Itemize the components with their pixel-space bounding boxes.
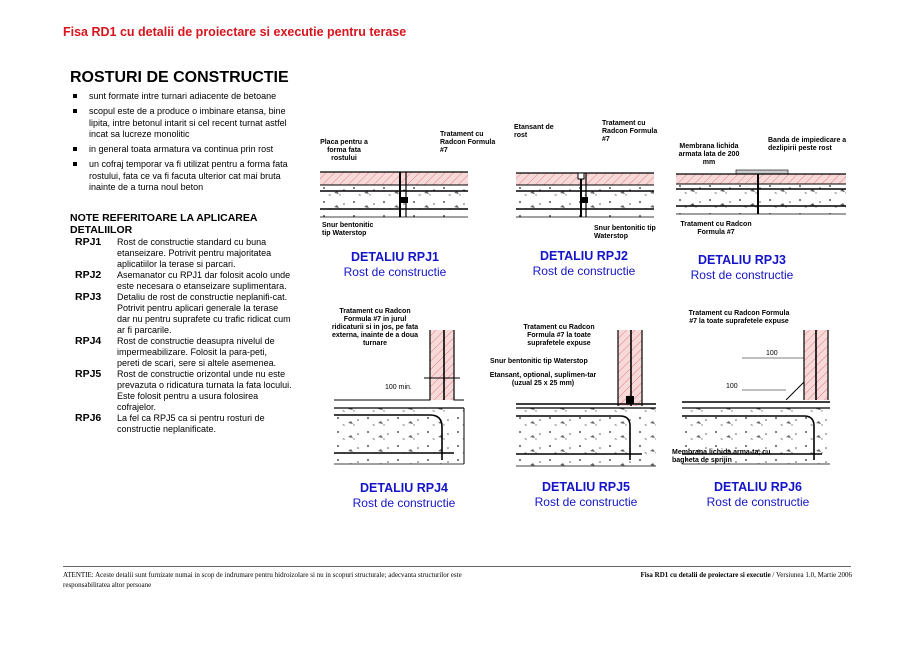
screed-layer	[320, 172, 468, 185]
note-item	[75, 292, 305, 336]
footer-version-text: / Versiunea 1.0, Martie 2006	[770, 571, 852, 579]
detail-rpj2-drawing	[516, 170, 656, 220]
note-item	[75, 270, 305, 292]
note-code: RPJ3	[75, 291, 102, 303]
detail-rpj5-drawing	[516, 330, 656, 470]
detail-rpj2-title: DETALIU RPJ2	[540, 249, 628, 263]
note-text: La fel ca RPJ5 ca si pentru rosturi de constructie neplanificate.	[117, 413, 265, 434]
document-header: Fisa RD1 cu detalii de proiectare si executie pentru terase	[63, 25, 407, 39]
rpj4-label-tratament: Tratament cu Radcon Formula #7 in jurul ridicaturii si in jos, pe fata externa, inainte de a doua turnare	[331, 308, 419, 347]
note-item	[75, 413, 305, 435]
rpj3-label-banda: Banda de impiedicare a dezlipirii peste rost	[768, 137, 847, 152]
note-text: Rost de constructie orizontal unde nu este prevazuta o ridicatura turnata la fata locului. Este folosit pentru a usura folosirea cofrajelor.	[117, 369, 292, 412]
rpj6-label-tratament: Tratament cu Radcon Formula #7 la toate suprafetele expuse	[688, 310, 790, 325]
waterstop-strip	[399, 197, 408, 203]
rpj1-label-placa: Placa pentru a forma fata rostului	[320, 139, 368, 162]
notes-title: NOTE REFERITOARE LA APLICAREA DETALIILOR	[70, 212, 258, 236]
note-code: RPJ1	[75, 236, 102, 248]
note-text: Rost de constructie standard cu buna etanseizare. Potrivit pentru majoritatea aplicatiilor la terase si parcari.	[117, 237, 272, 269]
detail-rpj1-subtitle: Rost de constructie	[343, 265, 447, 279]
note-code: RPJ4	[75, 335, 102, 347]
note-text: Detaliu de rost de constructie neplanifi-cat. Potrivit pentru aplicari generale la terase dar nu pentru suprafete cu trafic ridicat cum ar fi parcarile.	[117, 292, 291, 335]
notes-list	[75, 237, 305, 435]
note-text: Asemanator cu RPJ1 dar folosit acolo unde este necesara o etanseizare suplimentara.	[117, 270, 291, 291]
rpj3-label-membrana: Membrana lichida armata lata de 200 mm	[678, 143, 740, 166]
detail-rpj5-title: DETALIU RPJ5	[542, 480, 630, 494]
note-item	[75, 237, 305, 270]
rpj2-label-snur: Snur bentonitic tip Waterstop	[594, 225, 656, 240]
screed-layer	[676, 174, 846, 184]
detail-rpj5-subtitle: Rost de constructie	[534, 495, 638, 509]
footer-divider	[63, 566, 851, 567]
joint-sealant	[578, 173, 584, 179]
rpj3-label-tratament: Tratament cu Radcon Formula #7	[680, 221, 752, 236]
membrane-band	[736, 170, 788, 174]
section-title: ROSTURI DE CONSTRUCTIE	[70, 69, 289, 86]
rpj2-label-tratament: Tratament cu Radcon Formula #7	[602, 120, 658, 143]
bullet-item: in general toata armatura va continua prin rost	[72, 144, 304, 155]
note-item	[75, 369, 305, 413]
detail-rpj3-subtitle: Rost de constructie	[690, 268, 794, 282]
bullet-list	[72, 91, 304, 197]
detail-rpj4-title: DETALIU RPJ4	[360, 481, 448, 495]
concrete-slab	[320, 185, 468, 217]
detail-rpj6-subtitle: Rost de constructie	[706, 495, 810, 509]
bullet-item: sunt formate intre turnari adiacente de betoane	[72, 91, 304, 102]
rpj6-label-dim-b: 100	[726, 383, 738, 390]
footer-version	[600, 571, 852, 579]
fillet-strip	[786, 382, 804, 400]
upstand-wall	[618, 330, 642, 406]
bullet-item: un cofraj temporar va fi utilizat pentru a forma fata rostului, fata ce va fi facuta ulterior cat mai bruta inainte de a turna noul beton	[72, 159, 304, 193]
rpj4-label-dim: 100 min.	[385, 384, 412, 391]
note-item	[75, 336, 305, 369]
detail-rpj1-title: DETALIU RPJ1	[351, 250, 439, 264]
note-text: Rost de constructie deasupra nivelul de impermeabilizare. Folosit la para-peti, pereti de scari, sere si altele asemenea.	[117, 336, 277, 368]
note-code: RPJ5	[75, 368, 102, 380]
concrete-slab	[334, 408, 464, 464]
detail-rpj4-drawing	[334, 330, 474, 470]
detail-rpj3-title: DETALIU RPJ3	[698, 253, 786, 267]
detail-rpj6-title: DETALIU RPJ6	[714, 480, 802, 494]
upstand-wall	[430, 330, 454, 400]
footer-doc-name: Fisa RD1 cu detalii de proiectare si executie	[640, 571, 771, 579]
detail-rpj1-drawing	[320, 170, 470, 220]
rpj5-label-tratament: Tratament cu Radcon Formula #7 la toate suprafetele expuse	[523, 324, 595, 347]
footer-disclaimer: ATENTIE: Aceste detalii sunt furnizate numai in scop de indrumare pentru hidroizolare si nu in scopuri structurale; adecvanta structurilor este responsabilitatea altor persoane	[63, 571, 462, 589]
note-code: RPJ6	[75, 412, 102, 424]
waterstop-strip	[580, 197, 588, 203]
detail-rpj4-subtitle: Rost de constructie	[352, 496, 456, 510]
detail-rpj2-subtitle: Rost de constructie	[532, 264, 636, 278]
screed-layer	[516, 173, 654, 185]
rpj1-label-tratament: Tratament cu Radcon Formula #7	[440, 131, 496, 154]
note-code: RPJ2	[75, 269, 102, 281]
rpj1-label-snur: Snur bentonitic tip Waterstop	[322, 222, 374, 237]
rpj5-label-snur: Snur bentonitic tip Waterstop	[490, 358, 588, 365]
detail-rpj3-drawing	[676, 168, 848, 218]
waterstop-strip	[626, 396, 634, 404]
rpj2-label-etansant: Etansant de rost	[514, 124, 554, 139]
rpj6-label-dim-a: 100	[766, 350, 778, 357]
bullet-item: scopul este de a produce o imbinare etansa, bine lipita, intre betonul intarit si cel recent turnat astfel incat sa lucreze monolitic	[72, 106, 304, 140]
rpj5-label-etansant: Etansant, optional, suplimen-tar (uzual 25 x 25 mm)	[489, 372, 597, 387]
rpj6-label-membrana: Membrana lichida arma-ta, cu bagheta de sprijin	[672, 449, 771, 464]
